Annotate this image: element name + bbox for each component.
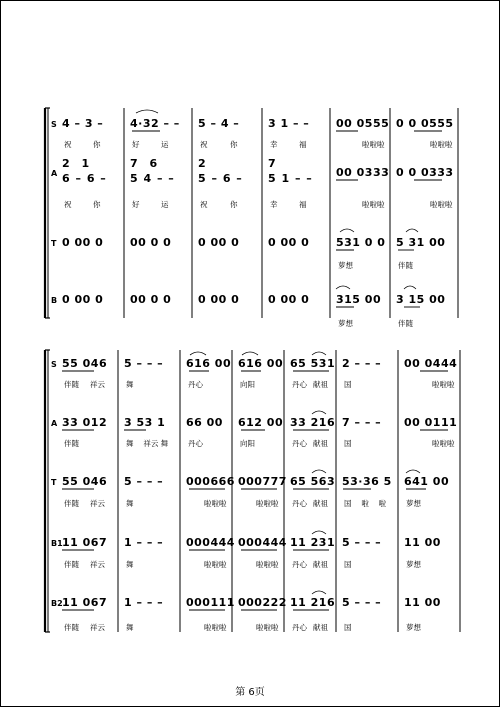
lyric: 伴随 xyxy=(64,499,79,508)
voice-label-s: S xyxy=(51,120,57,129)
slur xyxy=(190,352,206,355)
measure-notes: 616 00 xyxy=(238,357,284,370)
voice-label-t: T xyxy=(51,478,57,487)
measure-notes: 00 0 0 xyxy=(130,293,172,306)
lyric: 舞 xyxy=(126,560,134,569)
measure-notes: 0 00 0 xyxy=(198,236,240,249)
slur xyxy=(404,286,416,289)
voice-label-a: A xyxy=(51,169,58,178)
measure-notes: 11 231 xyxy=(290,536,336,549)
measure-notes: 3 15 00 xyxy=(396,293,446,306)
lyric: 幸 xyxy=(270,140,278,149)
measure-notes: 0 00 0 xyxy=(198,293,240,306)
lyric: 向阳 xyxy=(240,439,255,448)
slur xyxy=(312,591,326,594)
lyric: 献祖 xyxy=(313,439,328,448)
measure-notes: 5 31 00 xyxy=(396,236,446,249)
measure-notes: 0 00 0 xyxy=(62,236,104,249)
slur xyxy=(340,229,354,232)
lyric: 好 xyxy=(132,140,140,149)
measure-notes: 00 0333 xyxy=(336,166,390,179)
lyric: 祥云 xyxy=(90,560,105,569)
upper-notes: 2 xyxy=(198,157,210,170)
measure-notes: 7 – – – xyxy=(342,416,382,429)
measure-notes: 00 0444 xyxy=(404,357,458,370)
lyric: 献祖 xyxy=(313,380,328,389)
lyric: 啦啦啦 xyxy=(430,140,453,149)
lyric: 啦啦啦 xyxy=(432,380,455,389)
lower-notes: 6 – 6 – xyxy=(62,172,107,185)
measure-notes: 5 – – – xyxy=(124,357,164,370)
lyric: 国 xyxy=(344,560,352,569)
measure-notes: 000222 xyxy=(238,596,287,609)
lower-notes: 5 – 6 – xyxy=(198,172,243,185)
lyric: 丹心 xyxy=(188,439,203,448)
lyric: 你 xyxy=(93,200,101,209)
measure-notes: 5 – 4 – xyxy=(198,117,240,130)
lyric: 好 xyxy=(132,200,140,209)
voice-label-t: T xyxy=(51,239,57,248)
voice-label-a: A xyxy=(51,419,58,428)
measure-notes: 3 1 – – xyxy=(268,117,310,130)
measure-notes: 4·32 – – xyxy=(130,117,180,130)
lyric: 啦 xyxy=(361,499,369,508)
lyric: 福 xyxy=(299,140,307,149)
measure-notes: 0 0 0333 xyxy=(396,166,454,179)
lyric: 伴随 xyxy=(64,560,79,569)
measure-notes: 0 0 0555 xyxy=(396,117,454,130)
measure-notes: 5 – – – xyxy=(342,596,382,609)
lyric: 国 xyxy=(344,439,352,448)
slur xyxy=(242,352,258,355)
lyric: 萝想 xyxy=(338,319,353,328)
measure-notes: 00 0 0 xyxy=(130,236,172,249)
lyric: 国 xyxy=(344,499,352,508)
measure-notes: 1 – – – xyxy=(124,536,164,549)
lyric: 丹心 xyxy=(292,499,307,508)
lyric: 伴随 xyxy=(64,380,79,389)
voice-label-s: S xyxy=(51,360,57,369)
slur xyxy=(136,110,158,113)
lyric: 祥云 xyxy=(90,499,105,508)
lyric: 你 xyxy=(93,140,101,149)
measure-notes: 000444 xyxy=(238,536,287,549)
lyric: 舞 xyxy=(126,380,134,389)
measure-notes: 5 – – – xyxy=(124,475,164,488)
slur xyxy=(312,352,326,355)
upper-notes: 2 1 xyxy=(62,157,94,170)
measure-notes: 11 00 xyxy=(404,536,441,549)
slur xyxy=(336,286,350,289)
lyric: 啦啦啦 xyxy=(256,499,279,508)
lyric: 萝想 xyxy=(406,560,421,569)
lyric: 萝想 xyxy=(406,623,421,632)
measure-notes: 000444 xyxy=(186,536,235,549)
measure-notes: 0 00 0 xyxy=(268,236,310,249)
lyric: 祝 xyxy=(64,140,72,149)
lyric: 献祖 xyxy=(313,623,328,632)
measure-notes: 616 00 xyxy=(186,357,232,370)
lyric: 啦啦啦 xyxy=(204,623,227,632)
voice-label-b2: B2 xyxy=(51,599,63,608)
lyric: 祝 xyxy=(200,140,208,149)
lyric: 运 xyxy=(161,140,169,149)
lyric: 福 xyxy=(299,200,307,209)
lyric: 丹心 xyxy=(292,380,307,389)
lyric: 萝想 xyxy=(338,261,353,270)
page-number: 第 6页 xyxy=(235,687,265,698)
lyric: 祥云 xyxy=(143,439,159,448)
lyric: 祝 xyxy=(200,200,208,209)
lyric: 舞 xyxy=(160,439,169,448)
lower-notes: 5 4 – – xyxy=(130,172,175,185)
slur xyxy=(406,470,420,473)
lyric: 国 xyxy=(344,623,352,632)
measure-notes: 000111 xyxy=(186,596,235,609)
lyric: 丹心 xyxy=(188,380,203,389)
measure-notes: 33 216 xyxy=(290,416,336,429)
lyric: 伴随 xyxy=(398,261,413,270)
lyric: 啦啦啦 xyxy=(432,439,455,448)
lower-notes: 5 1 – – xyxy=(268,172,313,185)
slur xyxy=(312,411,326,414)
lyric: 幸 xyxy=(270,200,278,209)
lyric: 你 xyxy=(230,140,238,149)
measure-notes: 53·36 5 xyxy=(342,475,392,488)
lyric: 伴随 xyxy=(64,439,79,448)
lyric: 舞 xyxy=(126,623,134,632)
measure-notes: 66 00 xyxy=(186,416,223,429)
lyric: 运 xyxy=(161,200,169,209)
lyric: 啦啦啦 xyxy=(362,200,385,209)
measure-notes: 5 – – – xyxy=(342,536,382,549)
measure-notes: 0 00 0 xyxy=(62,293,104,306)
lyric: 啦啦啦 xyxy=(256,623,279,632)
measure-notes: 65 531 xyxy=(290,357,336,370)
measure-notes: 315 00 xyxy=(336,293,382,306)
lyric: 啦啦啦 xyxy=(204,560,227,569)
lyric: 国 xyxy=(344,380,352,389)
measure-notes: 33 012 xyxy=(62,416,108,429)
lyric: 祝 xyxy=(64,200,72,209)
measure-notes: 3 53 1 xyxy=(124,416,166,429)
lyric: 丹心 xyxy=(292,439,307,448)
lyric: 丹心 xyxy=(292,623,307,632)
lyric: 啦啦啦 xyxy=(204,499,227,508)
measure-notes: 0 00 0 xyxy=(268,293,310,306)
measure-notes: 11 216 xyxy=(290,596,336,609)
measure-notes: 641 00 xyxy=(404,475,450,488)
measure-notes: 11 067 xyxy=(62,596,108,609)
lyric: 丹心 xyxy=(292,560,307,569)
measure-notes: 000666 xyxy=(186,475,235,488)
lyric: 祥云 xyxy=(90,623,105,632)
measure-notes: 65 563 xyxy=(290,475,336,488)
lyric: 伴随 xyxy=(398,319,413,328)
upper-notes: 7 6 xyxy=(130,157,162,170)
measure-notes: 2 – – – xyxy=(342,357,382,370)
lyric: 献祖 xyxy=(313,560,328,569)
measure-notes: 55 046 xyxy=(62,357,108,370)
lyric: 舞 xyxy=(126,439,134,448)
voice-label-b1: B1 xyxy=(51,539,63,548)
slur xyxy=(406,229,418,232)
lyric: 献祖 xyxy=(313,499,328,508)
measure-notes: 000777 xyxy=(238,475,287,488)
measure-notes: 00 0555 xyxy=(336,117,390,130)
measure-notes: 55 046 xyxy=(62,475,108,488)
measure-notes: 1 – – – xyxy=(124,596,164,609)
measure-notes: 11 00 xyxy=(404,596,441,609)
measure-notes: 4 – 3 – xyxy=(62,117,104,130)
lyric: 啦 xyxy=(378,499,387,508)
lyric: 啦啦啦 xyxy=(362,140,385,149)
lyric: 你 xyxy=(230,200,238,209)
measure-notes: 531 0 0 xyxy=(336,236,386,249)
measure-notes: 612 00 xyxy=(238,416,284,429)
lyric: 向阳 xyxy=(240,380,255,389)
lyric: 啦啦啦 xyxy=(256,560,279,569)
measure-notes: 11 067 xyxy=(62,536,108,549)
lyric: 伴随 xyxy=(64,623,79,632)
lyric: 祥云 xyxy=(90,380,105,389)
measure-notes: 00 0111 xyxy=(404,416,458,429)
slur xyxy=(312,531,326,534)
voice-label-b: B xyxy=(51,296,58,305)
lyric: 啦啦啦 xyxy=(430,200,453,209)
slur xyxy=(312,470,326,473)
lyric: 萝想 xyxy=(406,499,421,508)
lyric: 舞 xyxy=(126,499,134,508)
upper-notes: 7 xyxy=(268,157,280,170)
